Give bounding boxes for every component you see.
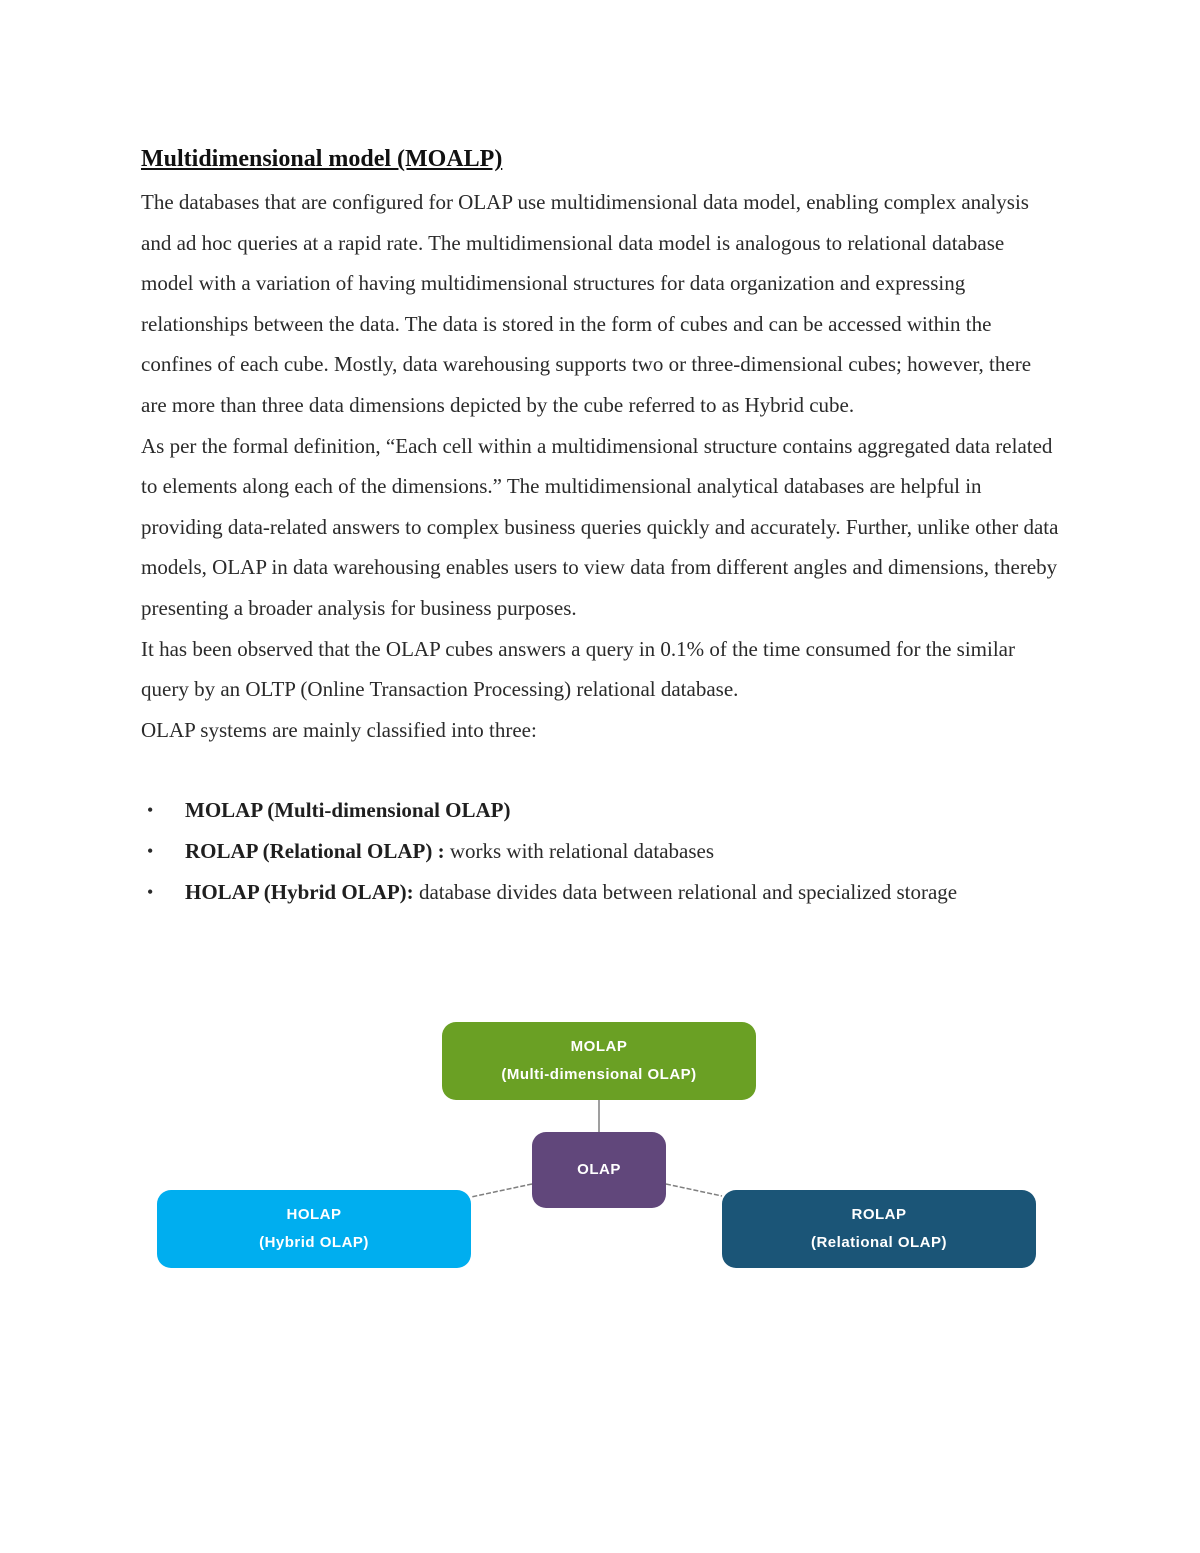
olap-node-title: OLAP (577, 1161, 621, 1178)
list-item-desc: works with relational databases (444, 839, 714, 864)
rolap-node (722, 1190, 1036, 1268)
list-item-rolap (141, 831, 1061, 872)
connector-holap (471, 1184, 532, 1197)
list-item-term: MOLAP (Multi-dimensional OLAP) (185, 798, 511, 823)
paragraph-performance: It has been observed that the OLAP cubes answers a query in 0.1% of the time consumed for the similar query by an OLTP (Online Transaction Processing) relational database. (141, 636, 1015, 702)
bullet-icon: • (147, 841, 154, 862)
molap-node (442, 1022, 756, 1100)
paragraph-definition: The databases that are configured for OLAP use multidimensional data model, enabling complex analysis and ad hoc queries at a rapid rate. The multidimensional data model is analogous to relational database model with a variation of having multidimensional structures for data organization and expressing relationships between the data. The data is stored in the form of cubes and can be accessed within the confines of each cube. Mostly, data warehousing supports two or three-dimensional cubes; however, there are more than three data dimensions depicted by the cube referred to as Hybrid cube. (141, 190, 1032, 417)
olap-types-list (141, 790, 1061, 913)
rolap-node-title: ROLAP (851, 1206, 907, 1223)
holap-node-subtitle: (Hybrid OLAP) (259, 1234, 369, 1251)
connector-rolap (666, 1184, 722, 1196)
molap-node-title: MOLAP (570, 1038, 628, 1055)
blank-line (141, 750, 1061, 790)
paragraph-classification: OLAP systems are mainly classified into three: (141, 717, 537, 742)
holap-node-title: HOLAP (286, 1206, 342, 1223)
rolap-node-subtitle: (Relational OLAP) (810, 1234, 947, 1251)
list-item-desc: database divides data between relational and specialized storage (413, 880, 958, 905)
section-heading: Multidimensional model (MOALP) (141, 146, 503, 172)
list-item-molap (141, 790, 1061, 831)
molap-node-subtitle: (Multi-dimensional OLAP) (501, 1066, 697, 1083)
olap-diagram (150, 1016, 1050, 1276)
document-body (141, 142, 1061, 913)
list-item-term: HOLAP (Hybrid OLAP): (185, 880, 414, 905)
paragraph-formal-definition: As per the formal definition, “Each cell within a multidimensional structure contains aggregated data related to elements along each of the dimensions.” The multidimensional analytical databases are helpful in providing data-related answers to complex business queries quickly and accurately. Further, unlike other data models, OLAP in data warehousing enables users to view data from different angles and dimensions, thereby presenting a broader analysis for business purposes. (141, 433, 1059, 620)
olap-center-node (532, 1132, 666, 1208)
list-item-holap (141, 872, 1061, 913)
list-item-term: ROLAP (Relational OLAP) : (185, 839, 445, 864)
bullet-icon: • (147, 882, 154, 903)
bullet-icon: • (147, 800, 154, 821)
holap-node (157, 1190, 471, 1268)
